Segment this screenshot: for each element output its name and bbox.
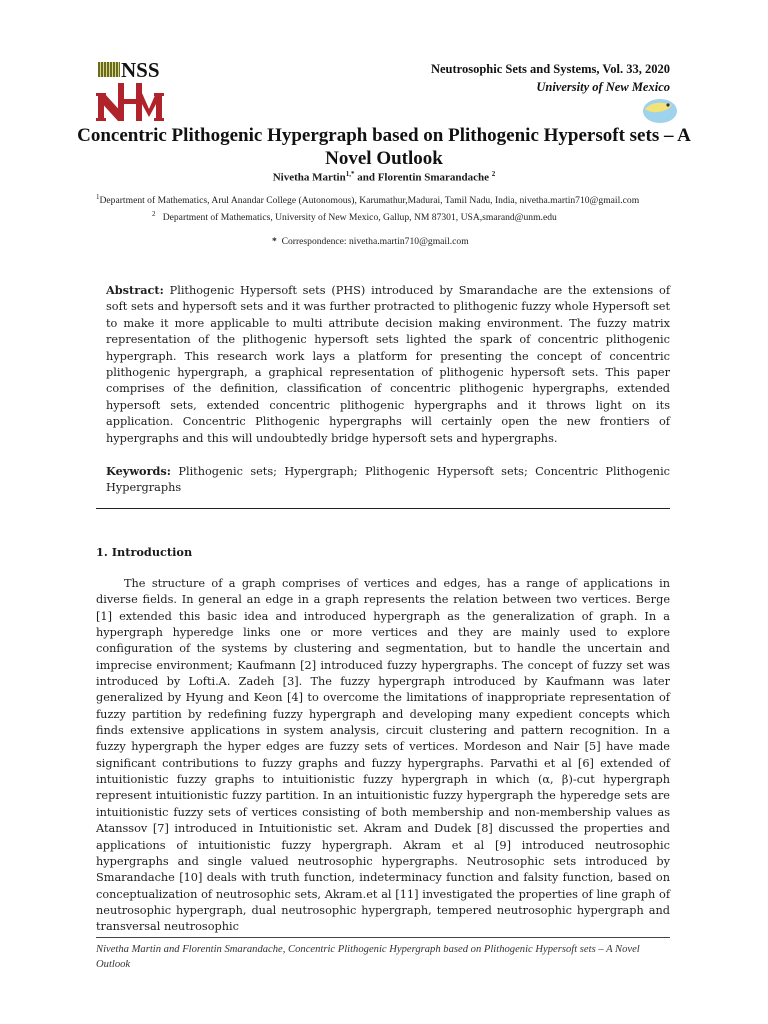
author-1-marks: 1,* xyxy=(345,170,355,178)
affiliation-mark: 1 xyxy=(96,193,100,201)
footer-divider xyxy=(96,937,670,938)
abstract-text: Plithogenic Hypersoft sets (PHS) introduced by Smarandache are the extensions of soft sets and hypersoft sets and it was further protracted to plithogenic fuzzy whole Hypersoft set to make it more applicable to multi attribute decision making environment. The fuzzy matrix representation of the plithogenic hypersoft sets lighted the spark of concentric plithogenic hypergraph. This research work lays a platform for presenting the concept of concentric plithogenic hypergraph, a graphical representation of plithogenic hypersoft sets. This paper comprises of the definition, classification of concentric plithogenic hypergraphs, extended hypersoft sets, extended concentric plithogenic hypergraphs and it throws light on its application. Concentric Plithogenic hypergraphs will certainly open the new frontiers of hypergraphs and this will undoubtedly bridge hypersoft sets and hypergraphs. xyxy=(106,284,671,445)
page-footer: Nivetha Martin and Florentin Smarandache, Concentric Plithogenic Hypergraph based on Plithogenic Hypersoft sets – A Novel Outlook xyxy=(96,944,640,970)
affiliation-mark: 2 xyxy=(152,210,156,218)
affiliation-2 xyxy=(152,210,557,223)
section-body: The structure of a graph comprises of vertices and edges, has a range of applications in diverse fields. In general an edge in a graph represents the relation between two vertices. Berge [1] extended this basic idea and introduced hypergraph as the generalization of graph. In a hypergraph hyperedge links one or more vertices and they are mainly used to explore configuration of the systems by clustering and segmentation, but to handle the uncertain and imprecise environment; Kaufmann [2] introduced fuzzy hypergraphs. The concept of fuzzy set was introduced by Lofti.A. Zadeh [3]. The fuzzy hypergraph introduced by Kaufmann was later generalized by Hyung and Keon [4] to overcome the limitations of inappropriate representation of fuzzy partition by redefining fuzzy hypergraph and developing many expedient concepts which finds extensive applications in system analysis, circuit clustering and pattern recognition. In a fuzzy hypergraph the hyper edges are fuzzy sets of vertices. Mordeson and Nair [5] have made significant contributions to fuzzy graphs and fuzzy hypergraphs. Parvathi et al [6] extended of intuitionistic fuzzy graphs to intuitionistic fuzzy hypergraph in which (α, β)-cut hypergraph represent intuitionistic fuzzy partition. In an intuitionistic fuzzy hypergraph the hyperedge sets are intuitionistic fuzzy sets of vertices consisting of both membership and non-membership values as Atanssov [7] introduced in Intuitionistic set. Akram and Dudek [8] discussed the properties and applications of intuitionistic fuzzy hypergraph. Akram et al [9] introduced neutrosophic hypergraphs and single valued neutrosophic hypergraphs. Neutrosophic sets introduced by Smarandache [10] deals with truth function, indeterminacy function and falsity function, based on conceptualization of neutrosophic sets, Akram.et al [11] investigated the properties of line graph of neutrosophic hypergraph, dual neutrosophic hypergraph, tempered neutrosophic hypergraph and transversal neutrosophic xyxy=(96,577,670,934)
correspondence xyxy=(272,236,469,247)
journal-citation: Neutrosophic Sets and Systems, Vol. 33, 2020 xyxy=(430,62,670,76)
nss-logo-mark xyxy=(98,62,120,77)
section-heading: 1. Introduction xyxy=(96,545,193,559)
keywords xyxy=(106,463,670,497)
keywords-label: Keywords: xyxy=(106,464,171,478)
university-name: University of New Mexico xyxy=(536,80,670,94)
correspondence-text: Correspondence: nivetha.martin710@gmail.com xyxy=(281,236,469,247)
abstract-label: Abstract: xyxy=(106,283,164,297)
author-line xyxy=(0,170,768,184)
correspondence-mark: * xyxy=(272,236,277,247)
paper-title: Concentric Plithogenic Hypergraph based on Plithogenic Hypersoft sets – A Novel Outlook xyxy=(77,125,691,169)
affiliation-text: Department of Mathematics, Arul Anandar College (Autonomous), Karumathur,Madurai, Tamil Nadu, India, nivetha.martin710@gmail.com xyxy=(99,195,640,207)
keywords-text: Plithogenic sets; Hypergraph; Plithogenic Hypersoft sets; Concentric Plithogenic Hypergraphs xyxy=(106,465,671,495)
affiliation-1 xyxy=(96,193,639,206)
author-1: Nivetha Martin xyxy=(272,171,346,184)
nss-logo-text: NSS xyxy=(121,58,160,82)
abstract xyxy=(106,282,670,447)
author-2-marks: 2 xyxy=(491,170,496,178)
section-divider xyxy=(96,508,670,509)
author-2: and Florentin Smarandache xyxy=(354,171,492,184)
decorative-logo-icon xyxy=(640,97,678,123)
unm-logo xyxy=(96,83,164,123)
affiliation-text: Department of Mathematics, University of New Mexico, Gallup, NM 87301, USA,smarand@unm.edu xyxy=(162,212,557,224)
